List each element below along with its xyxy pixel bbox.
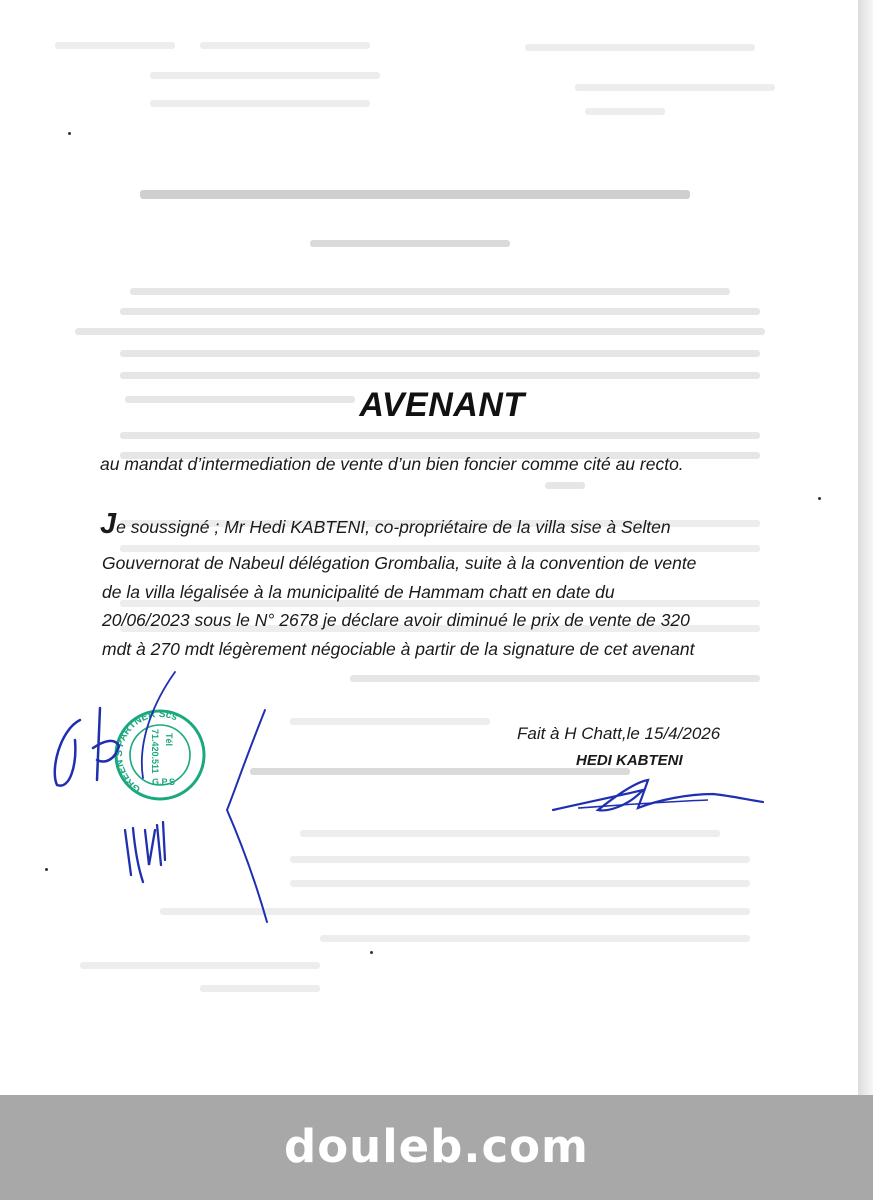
body-paragraph-line-1 bbox=[100, 508, 671, 541]
body-line-1-text: e soussigné ; Mr Hedi KABTENI, co-propriétaire de la villa sise à Selten bbox=[116, 517, 671, 537]
stamp-company-text: GREEN'S PARTNER Scs bbox=[113, 708, 179, 795]
signer-name: HEDI KABTENI bbox=[576, 752, 683, 769]
paper-speck bbox=[370, 951, 373, 954]
stamp-phone-number: 71.420.511 bbox=[150, 729, 160, 774]
watermark-text: douleb.com bbox=[284, 1120, 589, 1173]
place-and-date: Fait à H Chatt,le 15/4/2026 bbox=[517, 724, 721, 743]
body-dropcap: J bbox=[100, 508, 117, 540]
stamp-initials: G.P.S bbox=[152, 777, 175, 787]
page-edge-shadow bbox=[858, 0, 873, 1200]
paper-speck bbox=[45, 868, 48, 871]
paper-speck bbox=[68, 132, 71, 135]
body-paragraph-line-4: 20/06/2023 sous le N° 2678 je déclare avoir diminué le prix de vente de 320 bbox=[102, 610, 690, 630]
body-paragraph-line-3: de la villa légalisée à la municipalité de Hammam chatt en date du bbox=[102, 582, 615, 602]
body-paragraph-line-5: mdt à 270 mdt légèrement négociable à partir de la signature de cet avenant bbox=[102, 639, 695, 659]
body-paragraph-line-2: Gouvernorat de Nabeul délégation Grombalia, suite à la convention de vente bbox=[102, 553, 697, 573]
handwritten-signature bbox=[548, 772, 768, 822]
stamp-tel-label: Tél bbox=[164, 733, 174, 747]
paper-speck bbox=[818, 497, 821, 500]
company-stamp-and-initials bbox=[45, 660, 275, 930]
document-title: AVENANT bbox=[359, 386, 525, 424]
document-subtitle: au mandat d’intermediation de vente d’un bien foncier comme cité au recto. bbox=[100, 454, 684, 474]
